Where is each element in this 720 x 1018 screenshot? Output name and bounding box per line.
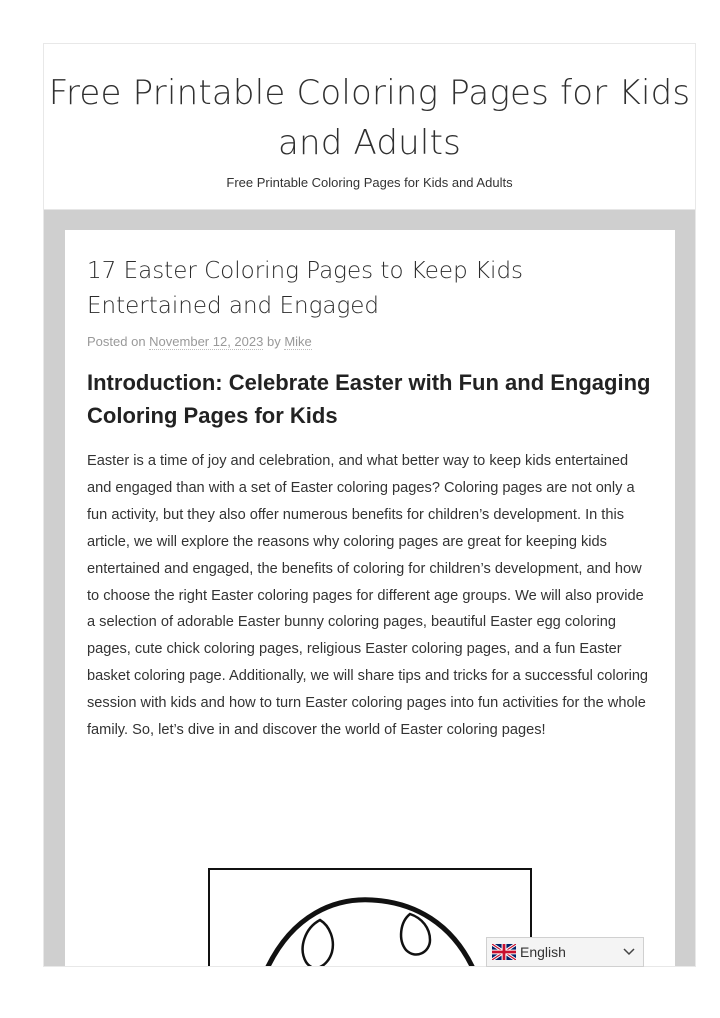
article-title: 17 Easter Coloring Pages to Keep Kids Entertained and Engaged (87, 258, 524, 319)
post-meta (87, 334, 653, 349)
posted-on-label: Posted on (87, 334, 146, 349)
uk-flag-icon (492, 944, 516, 960)
post-date-link[interactable]: November 12, 2023 (149, 334, 264, 349)
chevron-down-icon (623, 948, 635, 956)
site-description: Free Printable Coloring Pages for Kids and Adults (226, 175, 513, 190)
author-link[interactable]: Mike (284, 334, 312, 349)
intro-paragraph: Easter is a time of joy and celebration, and what better way to keep kids entertained and engaged than with a set of Easter coloring pages? Coloring pages are not only a fun activity, but they also offer numerous benefits for children’s development. In this article, we will explore the reasons why coloring pages are great for keeping kids entertained and engaged, the benefits of coloring for children’s development, and how to choose the right Easter coloring pages for different age groups. We will also provide a selection of adorable Easter bunny coloring pages, beautiful Easter egg coloring pages, cute chick coloring pages, religious Easter coloring pages, and a fun Easter basket coloring page. Additionally, we will share tips and tricks for a successful coloring session with kids and how to turn Easter coloring pages into fun activities for the whole family. So, let’s dive in and discover the world of Easter coloring pages! (87, 453, 649, 739)
site-header (44, 44, 695, 210)
easter-egg-coloring-image[interactable] (208, 868, 532, 967)
easter-egg-outline-icon (210, 870, 530, 967)
language-label: English (520, 944, 566, 960)
language-switcher[interactable] (486, 937, 644, 967)
section-heading: Introduction: Celebrate Easter with Fun and Engaging Coloring Pages for Kids (87, 370, 651, 428)
article (65, 230, 675, 967)
site-title[interactable]: Free Printable Coloring Pages for Kids and Adults (48, 73, 691, 163)
site-frame (43, 43, 696, 967)
by-label: by (266, 334, 281, 349)
